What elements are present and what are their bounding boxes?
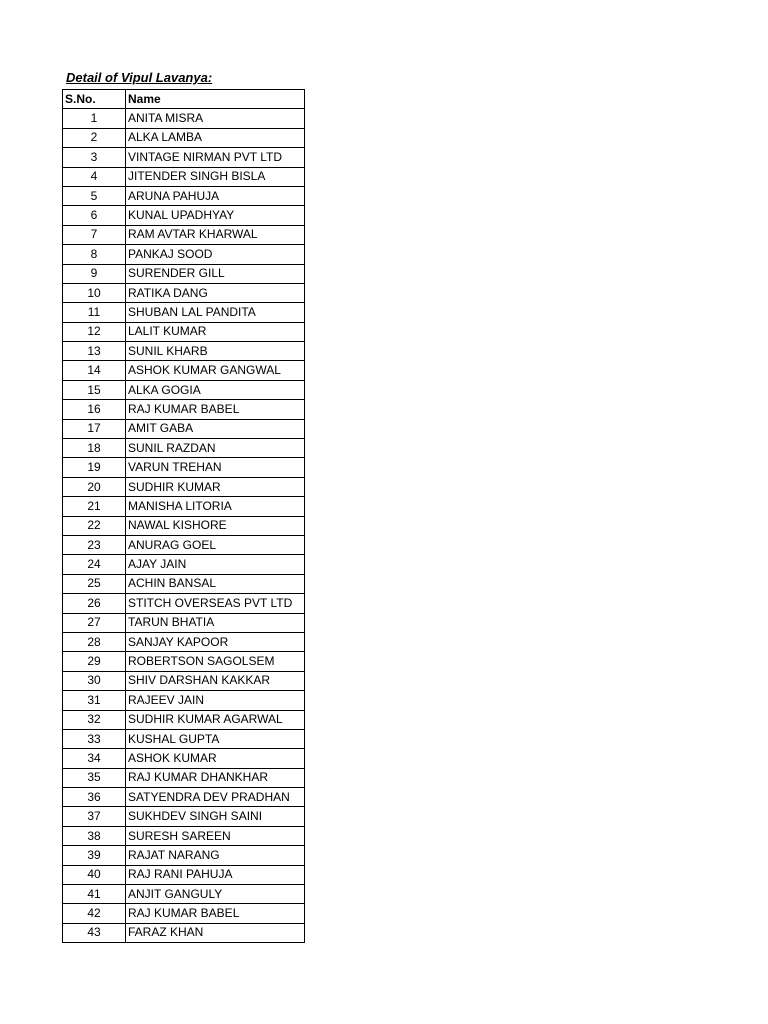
serial-number-cell: 22	[63, 516, 126, 535]
table-row	[63, 846, 305, 865]
name-cell: LALIT KUMAR	[126, 322, 305, 341]
table-row	[63, 885, 305, 904]
name-cell: ANURAG GOEL	[126, 535, 305, 554]
name-cell: RAJ RANI PAHUJA	[126, 865, 305, 884]
name-cell: ARUNA PAHUJA	[126, 186, 305, 205]
table-row	[63, 361, 305, 380]
serial-number-cell: 27	[63, 613, 126, 632]
serial-number-cell: 1	[63, 109, 126, 128]
name-cell: SUKHDEV SINGH SAINI	[126, 807, 305, 826]
name-cell: RATIKA DANG	[126, 283, 305, 302]
name-cell: VINTAGE NIRMAN PVT LTD	[126, 148, 305, 167]
table-row	[63, 923, 305, 942]
table-row	[63, 710, 305, 729]
name-cell: ANJIT GANGULY	[126, 885, 305, 904]
name-cell: RAM AVTAR KHARWAL	[126, 225, 305, 244]
table-row	[63, 807, 305, 826]
name-cell: SURENDER GILL	[126, 264, 305, 283]
name-cell: JITENDER SINGH BISLA	[126, 167, 305, 186]
serial-number-cell: 30	[63, 671, 126, 690]
names-table	[62, 89, 305, 943]
serial-number-cell: 3	[63, 148, 126, 167]
name-cell: SHIV DARSHAN KAKKAR	[126, 671, 305, 690]
table-row	[63, 865, 305, 884]
serial-number-cell: 16	[63, 400, 126, 419]
table-row	[63, 186, 305, 205]
name-cell: ASHOK KUMAR	[126, 749, 305, 768]
name-cell: RAJ KUMAR DHANKHAR	[126, 768, 305, 787]
name-cell: SUNIL RAZDAN	[126, 439, 305, 458]
name-cell: RAJEEV JAIN	[126, 691, 305, 710]
name-cell: KUSHAL GUPTA	[126, 729, 305, 748]
table-row	[63, 109, 305, 128]
serial-number-cell: 10	[63, 283, 126, 302]
serial-number-cell: 31	[63, 691, 126, 710]
table-row	[63, 904, 305, 923]
table-row	[63, 128, 305, 147]
name-cell: SUNIL KHARB	[126, 342, 305, 361]
table-row	[63, 652, 305, 671]
serial-number-cell: 35	[63, 768, 126, 787]
table-row	[63, 342, 305, 361]
table-row	[63, 400, 305, 419]
serial-number-cell: 39	[63, 846, 126, 865]
serial-number-cell: 43	[63, 923, 126, 942]
serial-number-cell: 13	[63, 342, 126, 361]
serial-number-cell: 7	[63, 225, 126, 244]
serial-number-cell: 2	[63, 128, 126, 147]
name-cell: SATYENDRA DEV PRADHAN	[126, 788, 305, 807]
table-row	[63, 613, 305, 632]
table-row	[63, 303, 305, 322]
name-cell: RAJAT NARANG	[126, 846, 305, 865]
serial-number-cell: 21	[63, 497, 126, 516]
name-cell: SURESH SAREEN	[126, 826, 305, 845]
serial-number-cell: 19	[63, 458, 126, 477]
name-cell: RAJ KUMAR BABEL	[126, 904, 305, 923]
serial-number-cell: 6	[63, 206, 126, 225]
serial-number-cell: 25	[63, 574, 126, 593]
table-row	[63, 555, 305, 574]
serial-number-cell: 29	[63, 652, 126, 671]
serial-number-cell: 38	[63, 826, 126, 845]
serial-number-cell: 32	[63, 710, 126, 729]
serial-number-cell: 34	[63, 749, 126, 768]
serial-number-cell: 5	[63, 186, 126, 205]
serial-number-cell: 14	[63, 361, 126, 380]
name-cell: ROBERTSON SAGOLSEM	[126, 652, 305, 671]
name-column-header: Name	[126, 90, 305, 109]
name-cell: SHUBAN LAL PANDITA	[126, 303, 305, 322]
table-row	[63, 497, 305, 516]
table-row	[63, 419, 305, 438]
table-row	[63, 148, 305, 167]
table-row	[63, 206, 305, 225]
name-cell: VARUN TREHAN	[126, 458, 305, 477]
name-cell: AMIT GABA	[126, 419, 305, 438]
table-row	[63, 826, 305, 845]
table-row	[63, 594, 305, 613]
name-cell: NAWAL KISHORE	[126, 516, 305, 535]
serial-number-cell: 24	[63, 555, 126, 574]
serial-number-cell: 40	[63, 865, 126, 884]
serial-number-cell: 20	[63, 477, 126, 496]
table-row	[63, 632, 305, 651]
serial-number-cell: 33	[63, 729, 126, 748]
serial-number-cell: 42	[63, 904, 126, 923]
name-cell: SANJAY KAPOOR	[126, 632, 305, 651]
name-cell: STITCH OVERSEAS PVT LTD	[126, 594, 305, 613]
serial-number-cell: 18	[63, 439, 126, 458]
serial-number-cell: 12	[63, 322, 126, 341]
serial-number-cell: 37	[63, 807, 126, 826]
serial-number-cell: 26	[63, 594, 126, 613]
name-cell: KUNAL UPADHYAY	[126, 206, 305, 225]
table-row	[63, 322, 305, 341]
name-cell: ACHIN BANSAL	[126, 574, 305, 593]
name-cell: FARAZ KHAN	[126, 923, 305, 942]
table-row	[63, 788, 305, 807]
sno-column-header: S.No.	[63, 90, 126, 109]
name-cell: RAJ KUMAR BABEL	[126, 400, 305, 419]
table-row	[63, 167, 305, 186]
table-header-row	[63, 90, 305, 109]
table-row	[63, 477, 305, 496]
name-cell: SUDHIR KUMAR	[126, 477, 305, 496]
name-cell: SUDHIR KUMAR AGARWAL	[126, 710, 305, 729]
table-row	[63, 535, 305, 554]
table-row	[63, 516, 305, 535]
name-cell: ALKA LAMBA	[126, 128, 305, 147]
table-row	[63, 458, 305, 477]
table-row	[63, 749, 305, 768]
table-row	[63, 439, 305, 458]
name-cell: ANITA MISRA	[126, 109, 305, 128]
table-body	[63, 109, 305, 943]
serial-number-cell: 41	[63, 885, 126, 904]
table-row	[63, 691, 305, 710]
table-row	[63, 729, 305, 748]
serial-number-cell: 17	[63, 419, 126, 438]
serial-number-cell: 23	[63, 535, 126, 554]
name-cell: AJAY JAIN	[126, 555, 305, 574]
name-cell: TARUN BHATIA	[126, 613, 305, 632]
serial-number-cell: 28	[63, 632, 126, 651]
document-title: Detail of Vipul Lavanya:	[66, 70, 213, 85]
table-row	[63, 264, 305, 283]
name-cell: MANISHA LITORIA	[126, 497, 305, 516]
table-row	[63, 574, 305, 593]
table-row	[63, 671, 305, 690]
table-row	[63, 283, 305, 302]
serial-number-cell: 8	[63, 245, 126, 264]
serial-number-cell: 36	[63, 788, 126, 807]
table-row	[63, 380, 305, 399]
name-cell: ASHOK KUMAR GANGWAL	[126, 361, 305, 380]
table-row	[63, 225, 305, 244]
serial-number-cell: 11	[63, 303, 126, 322]
serial-number-cell: 4	[63, 167, 126, 186]
serial-number-cell: 15	[63, 380, 126, 399]
name-cell: ALKA GOGIA	[126, 380, 305, 399]
table-row	[63, 768, 305, 787]
table-row	[63, 245, 305, 264]
serial-number-cell: 9	[63, 264, 126, 283]
name-cell: PANKAJ SOOD	[126, 245, 305, 264]
